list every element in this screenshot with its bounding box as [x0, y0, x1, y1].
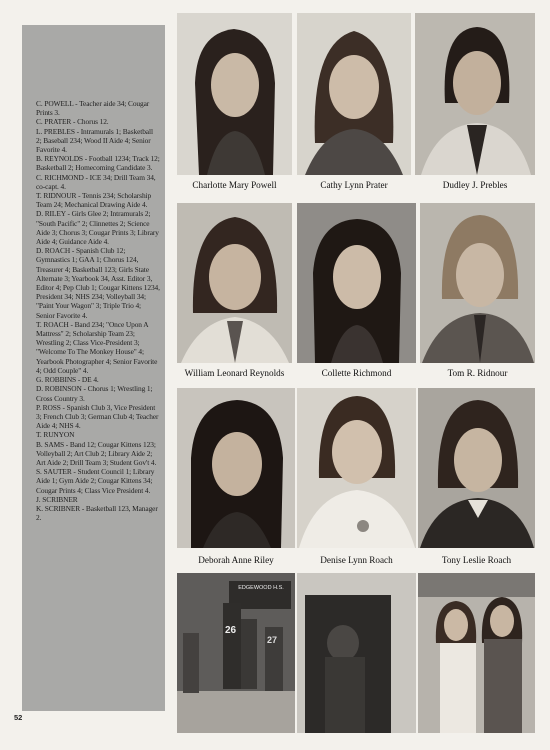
activity-entry: D. RILEY - Girls Glee 2; Intramurals 2; "South Pacific" 2; Clinnettes 2; Science Aide 3; Chorus 3; Cougar Prints 3; Library Aide 4; Guidance Aide 4.	[36, 209, 159, 247]
activity-entry: C. POWELL - Teacher aide 34; Cougar Prints 3.	[36, 99, 150, 118]
activity-entry: T. RIDNOUR - Tennis 234; Scholarship Team 24; Mechanical Drawing Aide 4.	[36, 191, 152, 210]
portrait-silhouette	[415, 13, 535, 175]
portrait-photo	[420, 203, 535, 363]
candid-photo-basketball	[177, 573, 295, 733]
portrait-silhouette	[177, 13, 292, 175]
activity-entry: B. REYNOLDS - Football 1234; Track 12; Basketball 2; Homecoming Candidate 3.	[36, 154, 160, 173]
portrait-silhouette	[418, 388, 535, 548]
candid-scene	[177, 573, 295, 733]
activity-entry: D. ROACH - Spanish Club 12; Gymnastics 1; GAA 1; Chorus 124, Treasurer 4; Basketball 123; Girls State Alternate 3; Yearbook 34, Asst. Editor 3, Editor 4; Pep Club 1; Cougar Kittens 1234, President 34; NHS 234; Volleyball 34; "Paint Your Wagon" 3; Triple Trio 4; Senior Favorite 4.	[36, 246, 160, 320]
activity-entry: L. PREBLES - Intramurals 1; Basketball 2; Baseball 234; Wood II Aide 4; Senior Favorite 4.	[36, 126, 153, 155]
portrait-caption: Charlotte Mary Powell	[192, 180, 277, 190]
portrait-photo	[297, 13, 411, 175]
portrait-caption: Cathy Lynn Prater	[320, 180, 388, 190]
candid-scene	[297, 573, 416, 733]
jersey-number: 27	[267, 635, 278, 645]
portrait-photo	[177, 388, 295, 548]
portrait-silhouette	[177, 388, 295, 548]
portrait-photo	[297, 388, 416, 548]
activity-entry: G. ROBBINS - DE 4.	[36, 375, 99, 385]
portrait-photo	[177, 203, 292, 363]
activity-entry: B. SAMS - Band 12; Cougar Kittens 123; Volleyball 2; Art Club 2; Library Aide 2; Art Aide 2; Drill Team 3; Student Gov't 4.	[36, 439, 157, 467]
portrait-caption: William Leonard Reynolds	[184, 368, 285, 378]
activity-entry: S. SAUTER - Student Council 1; Library Aide 1; Gym Aide 2; Cougar Kittens 34; Cougar Prints 4; Class Vice President 4.	[36, 467, 155, 495]
candid-scene	[418, 573, 535, 733]
activity-entry: K. SCRIBNER - Basketball 123, Manager 2.	[36, 503, 158, 523]
portrait-silhouette	[420, 203, 535, 363]
portrait-photo	[177, 13, 292, 175]
portrait-caption: Deborah Anne Riley	[198, 555, 274, 565]
portrait-caption: Denise Lynn Roach	[320, 555, 393, 565]
activity-entry: C. PRATER - Chorus 12.	[36, 117, 109, 127]
portrait-caption: Dudley J. Prebles	[442, 180, 508, 190]
portrait-photo	[418, 388, 535, 548]
activity-entry: C. RICHMOND - ICE 34; Drill Team 34, co-capt. 4.	[36, 172, 156, 191]
portrait-silhouette	[297, 203, 416, 363]
candid-photo-girls	[418, 573, 535, 733]
portrait-photo	[415, 13, 535, 175]
portrait-photo	[297, 203, 416, 363]
portrait-caption: Tony Leslie Roach	[441, 555, 512, 565]
activity-entry: J. SCRIBNER	[36, 494, 78, 504]
portrait-silhouette	[297, 13, 411, 175]
activity-entry: P. ROSS - Spanish Club 3, Vice President 3; French Club 3; German Club 4; Teacher Aide 4; NHS 4.	[36, 402, 159, 431]
activity-entry: T. RUNYON	[36, 430, 75, 440]
activity-list	[36, 99, 160, 522]
portrait-silhouette	[177, 203, 292, 363]
portrait-silhouette	[297, 388, 416, 548]
jersey-number: 26	[225, 625, 237, 636]
activity-entry: D. ROBINSON - Chorus 1; Wrestling 1; Cross Country 3.	[36, 384, 153, 403]
portrait-caption: Collette Richmond	[321, 368, 392, 378]
portrait-caption: Tom R. Ridnour	[447, 368, 508, 378]
activity-entry: T. ROACH - Band 234; "Once Upon A Mattress" 2; Scholarship Team 23; Wrestling 2; Class Vice-President 3; "Welcome To The Monkey House" 4; Yearbook Photographer 4; Senior Favorite 4; Odd Couple" 4.	[36, 319, 158, 375]
candid-photo-dark	[297, 573, 416, 733]
sign-text: EDGEWOOD H.S.	[238, 585, 284, 591]
page-number: 52	[14, 713, 23, 722]
